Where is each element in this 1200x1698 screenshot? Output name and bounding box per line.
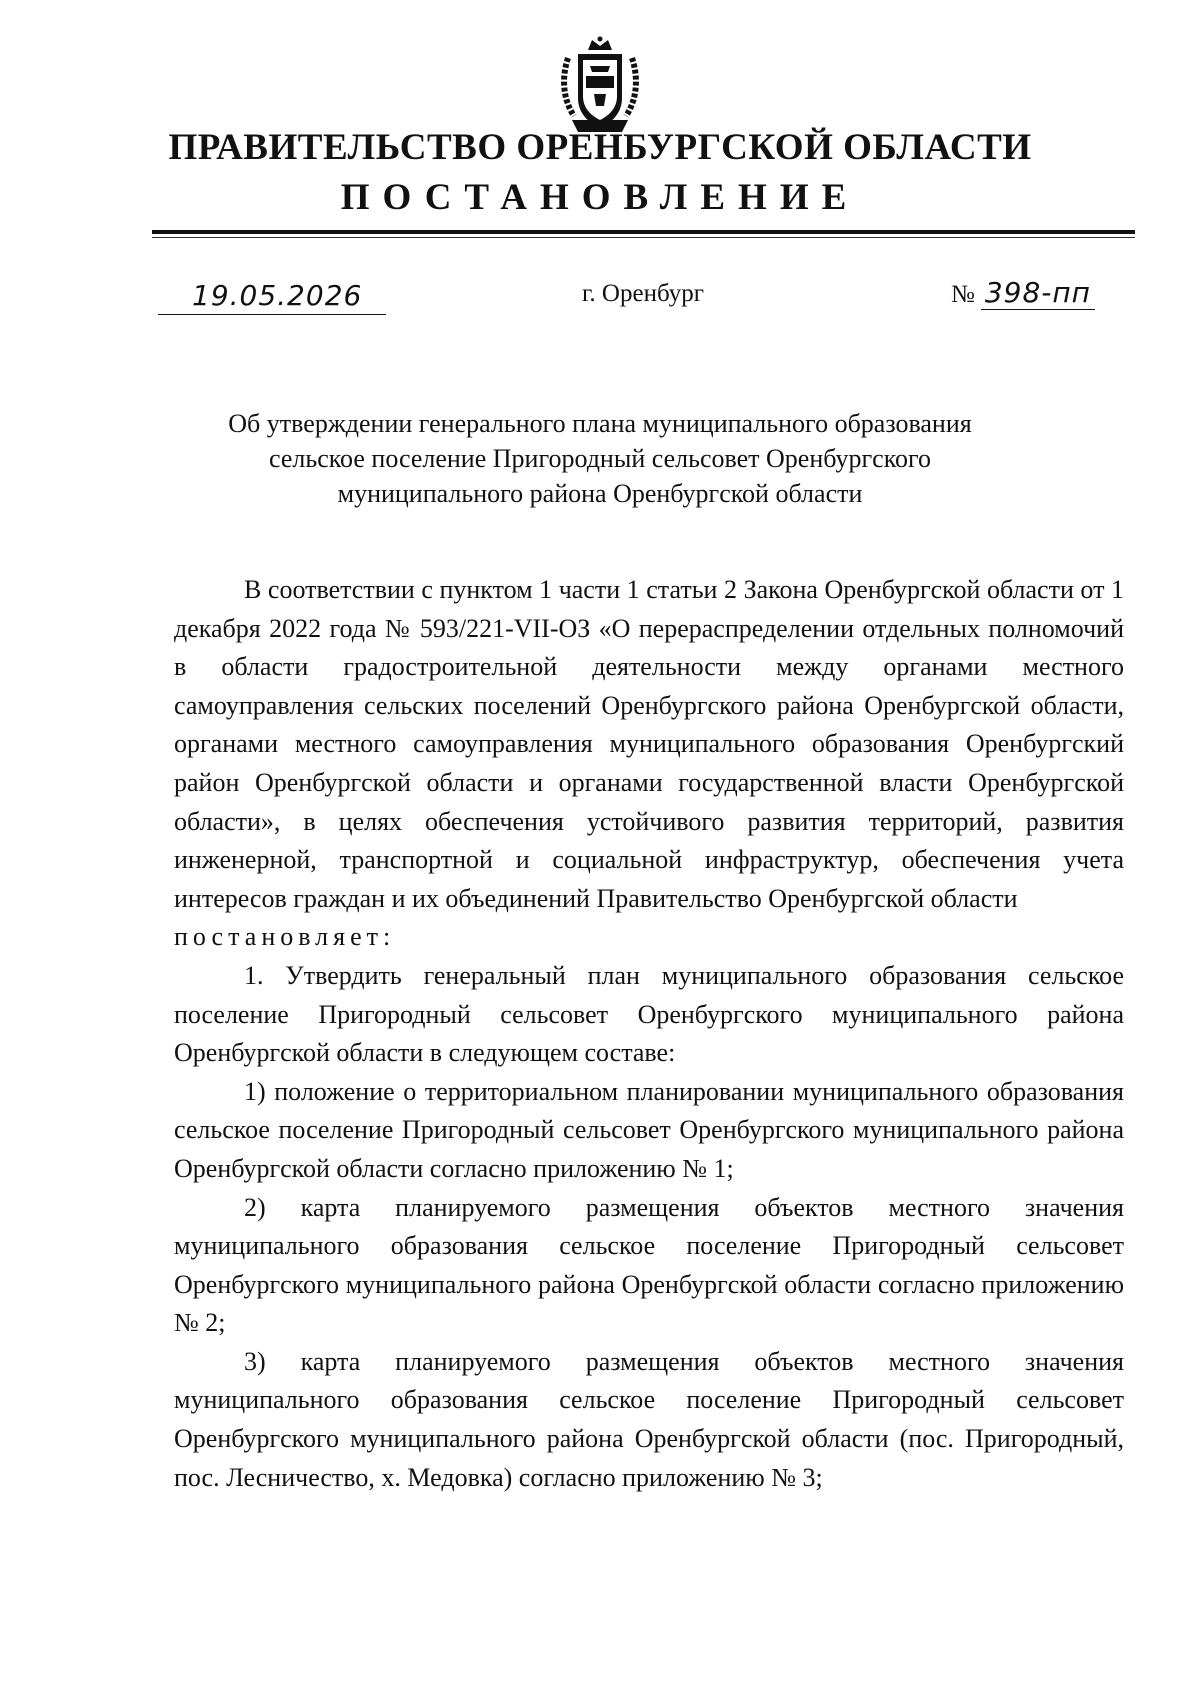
clause-1-subitem-1: 1) положение о территориальном планировании муниципального образования сельское поселение Пригородный сельсовет Оренбургского муниципального района Оренбургской области согласно приложению № 1; [174,1076,1124,1183]
clause-1-subitem-3: 3) карта планируемого размещения объектов местного значения муниципального образования сельское поселение Пригородный сельсовет Оренбургского муниципального района Оренбургской области (пос. Пригородный, пос. Лесничество, х. Медовка) согласно приложению № 3; [174,1346,1124,1492]
government-title: ПРАВИТЕЛЬСТВО ОРЕНБУРГСКОЙ ОБЛАСТИ [168,127,1032,168]
number-sign: № [950,281,975,308]
subject-line: сельское поселение Пригородный сельсовет Оренбургского [268,444,932,473]
resolves-word: постановляет: [174,922,396,952]
document-body [174,571,1124,1497]
clause-1-subitem-2: 2) карта планируемого размещения объектов местного значения муниципального образования сельское поселение Пригородный сельсовет Оренбургского муниципального района Оренбургской области согласно приложению № 2; [174,1192,1124,1338]
coat-of-arms-emblem [558,36,642,136]
document-meta [152,276,1135,320]
document-number: 398-пп [981,276,1095,310]
header-rule-thick [152,230,1135,234]
subject-line: Об утверждении генерального плана муниципального образования [228,409,972,438]
subject-line: муниципального района Оренбургской области [337,479,863,508]
document-date: 19.05.2026 [192,279,363,312]
clause-1: 1. Утвердить генеральный план муниципального образования сельское поселение Пригородный сельсовет Оренбургского муниципального района Оренбургской области в следующем составе: [174,960,1124,1068]
document-type: ПОСТАНОВЛЕНИЕ [340,177,860,218]
document-number-field [951,276,1095,310]
document-city: г. Оренбург [582,280,704,307]
document-subject [0,406,1200,511]
header-rule-thin [152,237,1135,238]
date-field [158,280,386,315]
preamble-paragraph: В соответствии с пунктом 1 части 1 статьи 2 Закона Оренбургской области от 1 декабря 2022 года № 593/221-VII-ОЗ «О перераспределении отдельных полномочий в области градостроительной деятельности между органами местного самоуправления сельских поселений Оренбургского района Оренбургской области, органами местного самоуправления муниципального образования Оренбургский район Оренбургской области и органами государственной власти Оренбургской области», в целях обеспечения устойчивого развития территорий, развития инженерной, транспортной и социальной инфраструктур, обеспечения учета интересов граждан и их объединений Правительство Оренбургской области [174,575,1124,913]
